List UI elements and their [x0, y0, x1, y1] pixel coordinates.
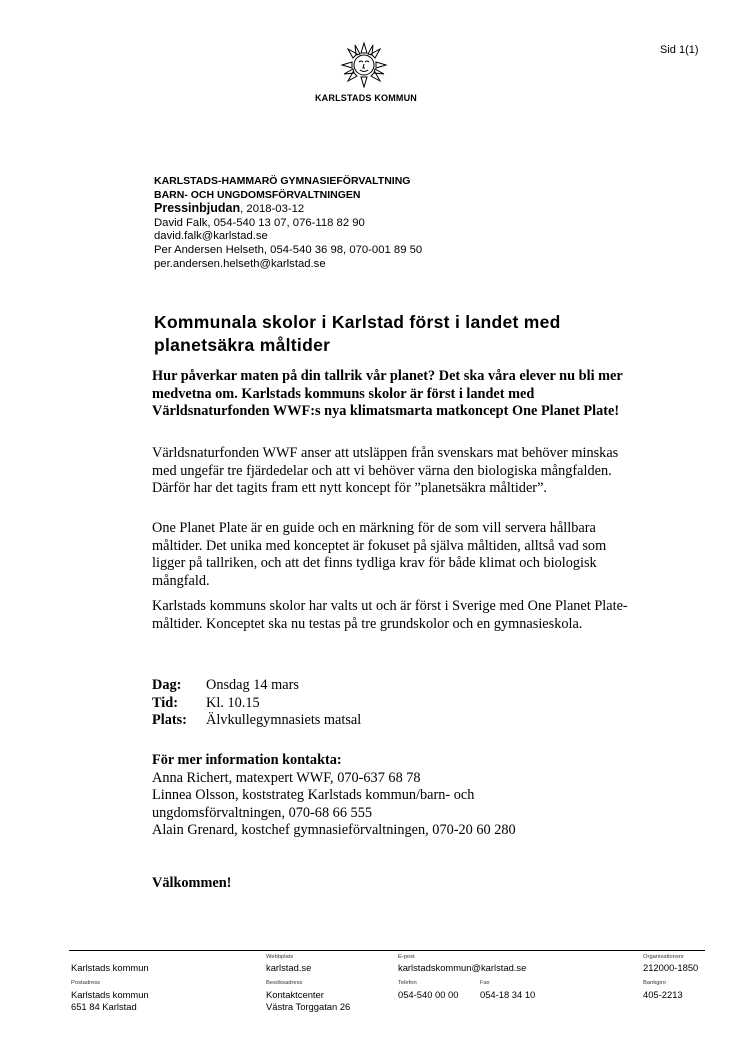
time-label: Tid:: [152, 694, 178, 711]
time-value: Kl. 10.15: [206, 694, 260, 711]
press-header: [154, 175, 574, 271]
contact-line: ungdomsförvaltningen, 070-68 66 555: [152, 804, 372, 821]
footer-postal-line2: 651 84 Karlstad: [71, 1001, 137, 1012]
press-line: [154, 202, 574, 217]
press-date: , 2018-03-12: [240, 203, 305, 216]
contact-heading: För mer information kontakta:: [152, 752, 342, 768]
logo-text: KARLSTADS KOMMUN: [314, 93, 418, 103]
footer-fax-value: 054-18 34 10: [480, 989, 536, 1000]
event-details: [152, 677, 361, 730]
footer-fax-label: Fax: [480, 980, 490, 986]
footer-orgnr-value: 212000-1850: [643, 962, 699, 973]
lead-paragraph: Hur påverkar maten på din tallrik vår planet? Det ska våra elever nu bli mer medvetna om. Karlstads kommuns skolor är först i landet med Världsnaturfonden WWF:s nya klimatsmarta matkoncept One Planet Plate!: [152, 368, 623, 420]
contact-line: Linnea Olsson, koststrateg Karlstads kommun/barn- och: [152, 787, 475, 804]
contact-email-2[interactable]: per.andersen.helseth@karlstad.se: [154, 257, 326, 270]
body-paragraph: One Planet Plate är en guide och en märkning för de som vill servera hållbara måltider. Det unika med konceptet är fokuset på själva måltiden, alltså vad som ligger på tallriken, och att det finns tydliga krav för både klimat och biologisk mångfald.: [152, 520, 607, 589]
footer-org-name: Karlstads kommun: [71, 962, 149, 973]
welcome-text: Välkommen!: [152, 875, 232, 891]
article-title: Kommunala skolor i Karlstad först i landet med planetsäkra måltider: [154, 312, 561, 355]
contact-person-2: Per Andersen Helseth, 054-540 36 98, 070-001 89 50: [154, 243, 423, 256]
footer-email-link[interactable]: karlstadskommun@karlstad.se: [398, 962, 527, 973]
footer-bank-value: 405-2213: [643, 989, 683, 1000]
day-value: Onsdag 14 mars: [206, 677, 299, 693]
footer-web-link[interactable]: karlstad.se: [266, 962, 312, 973]
contact-line: Anna Richert, matexpert WWF, 070-637 68 78: [152, 769, 421, 786]
sun-icon: [341, 42, 387, 88]
footer-postal-label: Postadress: [71, 980, 100, 986]
day-label: Dag:: [152, 677, 182, 693]
footer-visit-line1: Kontaktcenter: [266, 989, 324, 1000]
footer-visit-label: Besöksadress: [266, 980, 303, 986]
contact-email-1[interactable]: david.falk@karlstad.se: [154, 230, 268, 243]
footer-email-label: E-post: [398, 954, 415, 960]
org-name-2: BARN- OCH UNGDOMSFÖRVALTNINGEN: [154, 188, 361, 201]
footer-phone-label: Telefon: [398, 980, 417, 986]
footer-divider: [69, 950, 705, 951]
footer-web-label: Webbplats: [266, 954, 294, 960]
body-paragraph: Världsnaturfonden WWF anser att utsläppen från svenskars mat behöver minskas med ungefär tre fjärdedelar och att vi behöver värna den biologiska mångfalden. Därför har det tagits fram ett nytt koncept för ”planetsäkra måltider”.: [152, 445, 619, 497]
footer-bank-label: Bankgiro: [643, 980, 666, 986]
press-label: Pressinbjudan: [154, 201, 241, 216]
footer-postal-line1: Karlstads kommun: [71, 989, 149, 1000]
org-name-1: KARLSTADS-HAMMARÖ GYMNASIEFÖRVALTNING: [154, 175, 411, 187]
contact-info: [152, 752, 632, 840]
footer-visit-line2: Västra Torggatan 26: [266, 1001, 351, 1012]
footer-orgnr-label: Organisationsnr: [643, 954, 684, 960]
contact-line: Alain Grenard, kostchef gymnasieförvaltningen, 070-20 60 280: [152, 822, 516, 839]
body-paragraph: Karlstads kommuns skolor har valts ut och är först i Sverige med One Planet Plate-måltider. Konceptet ska nu testas på tre grundskolor och en gymnasieskola.: [152, 598, 628, 632]
page-number: Sid 1(1): [660, 44, 699, 56]
place-value: Älvkullegymnasiets matsal: [206, 712, 362, 729]
contact-person-1: David Falk, 054-540 13 07, 076-118 82 90: [154, 216, 365, 229]
footer-phone-value: 054-540 00 00: [398, 989, 459, 1000]
place-label: Plats:: [152, 712, 187, 729]
